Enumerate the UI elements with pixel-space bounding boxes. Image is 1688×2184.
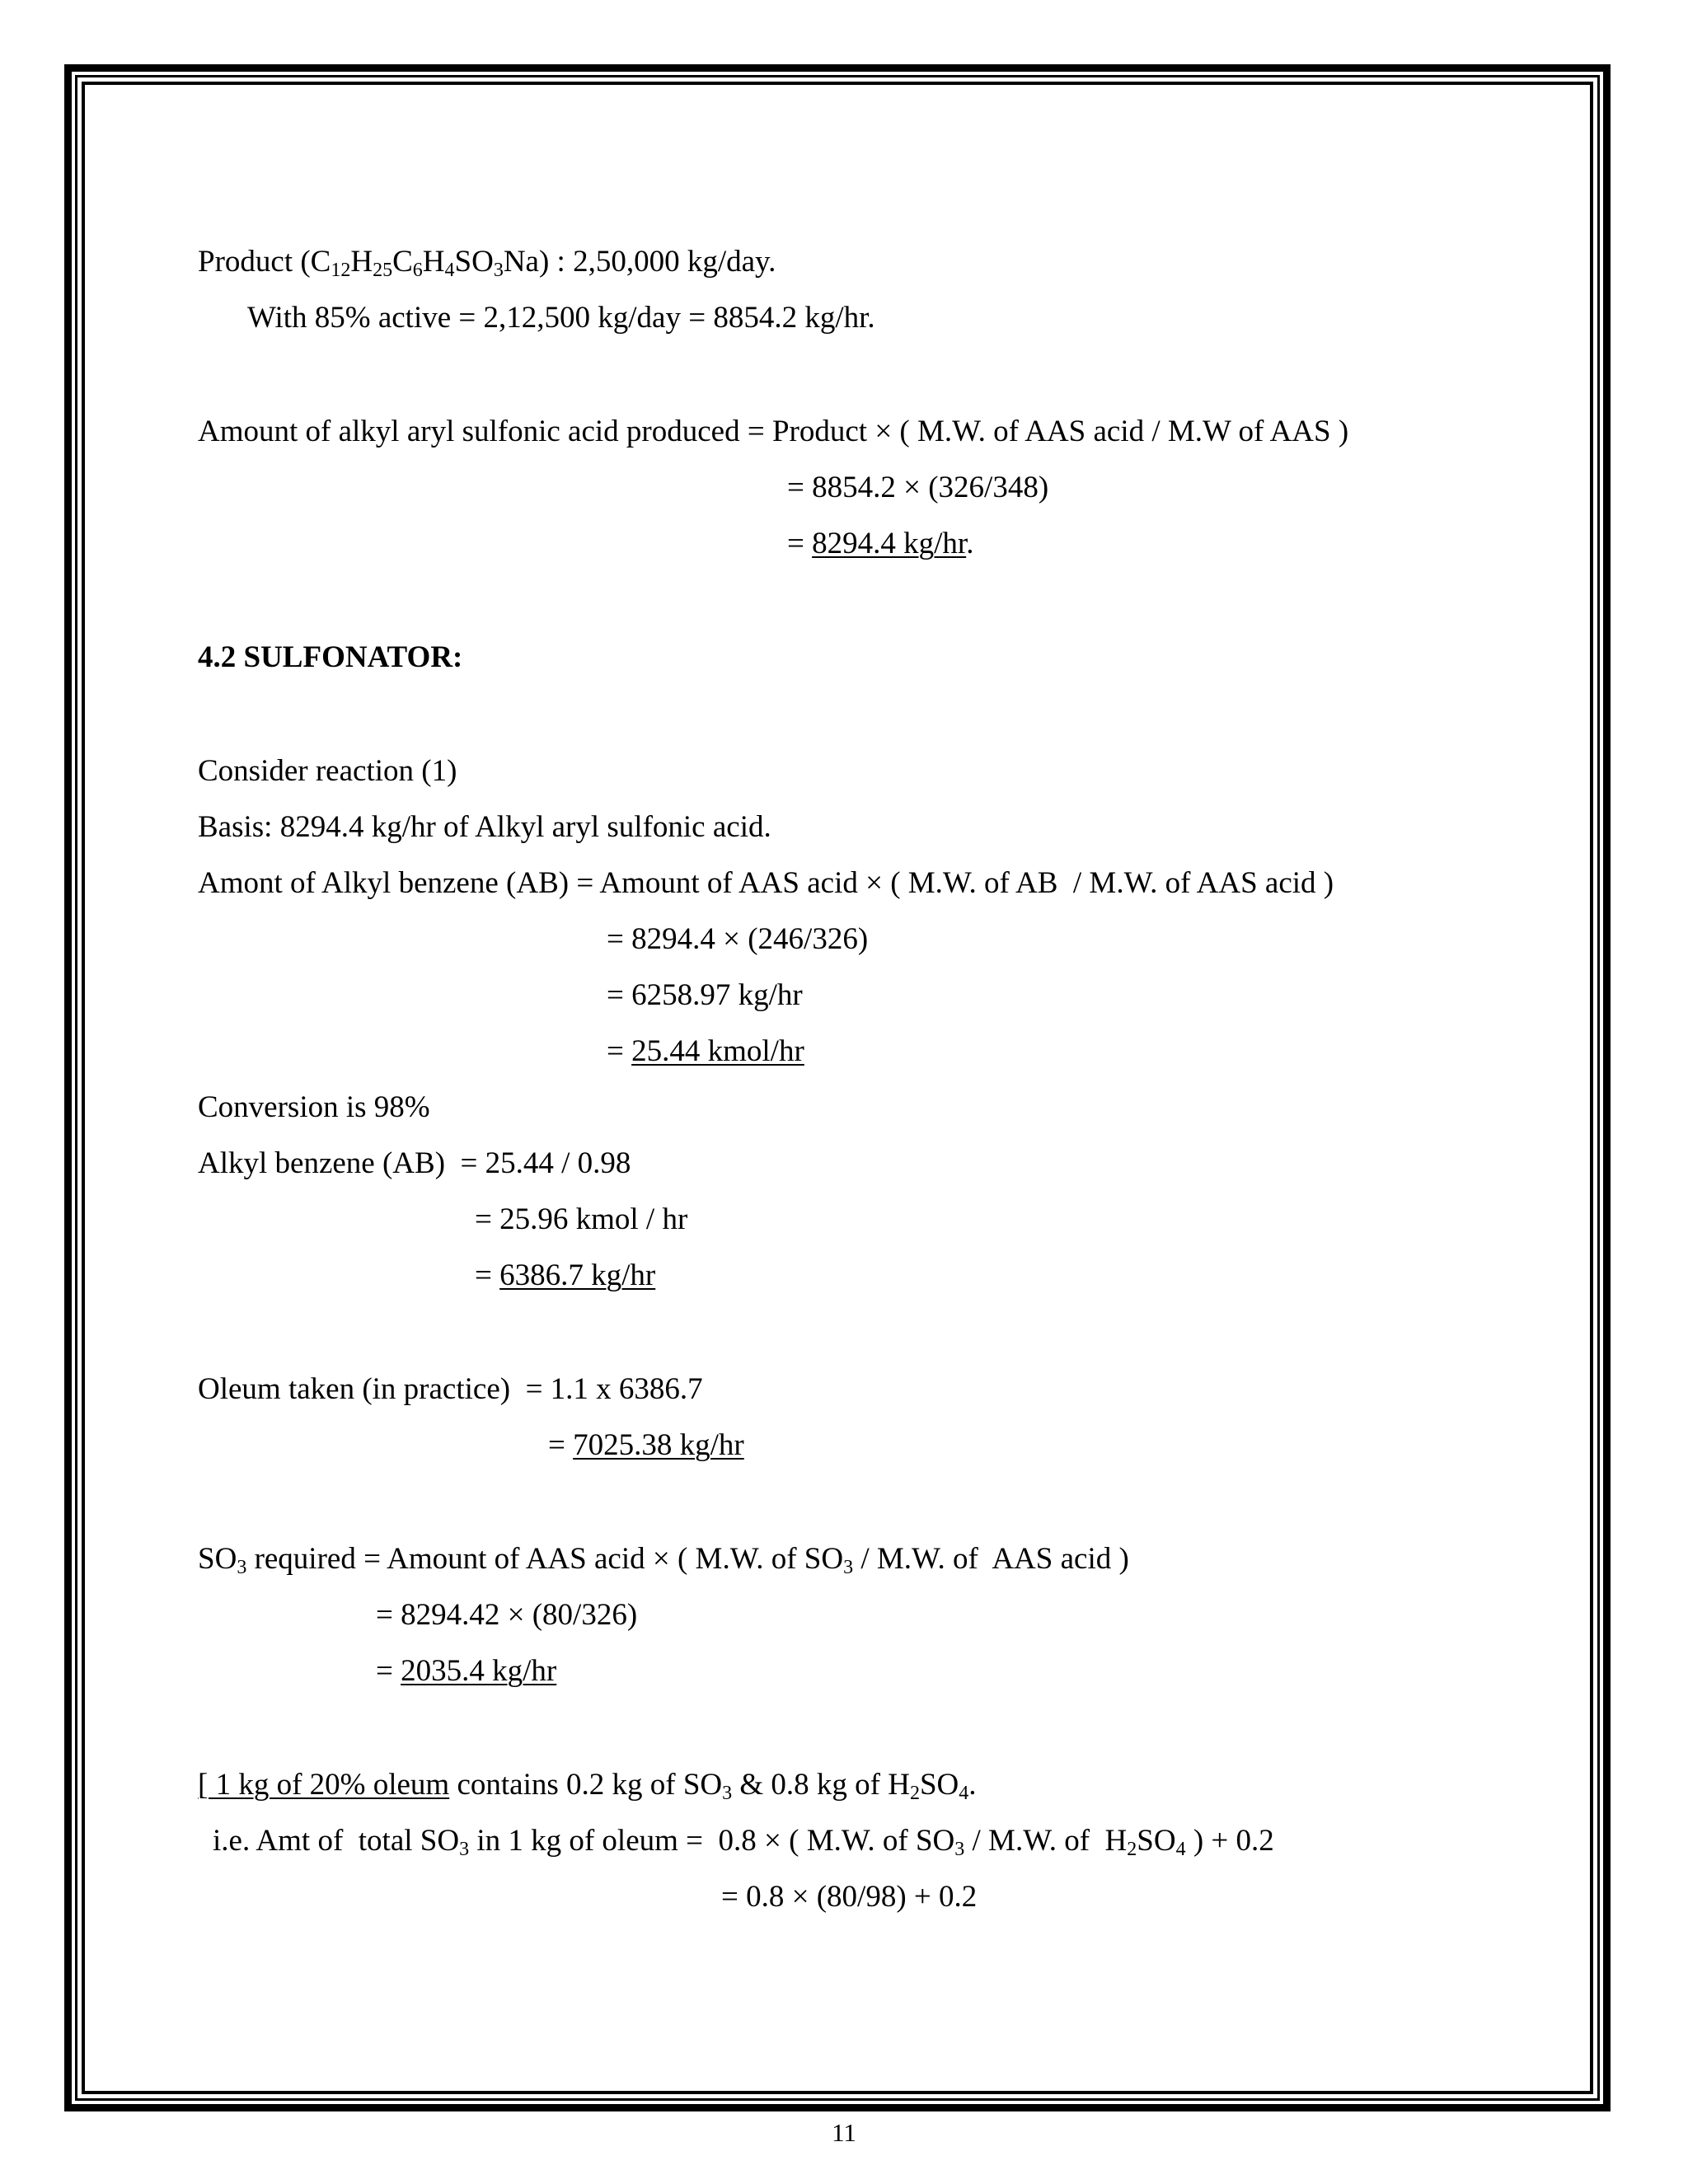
- so3-result: = 2035.4 kg/hr: [376, 1654, 557, 1688]
- alkyl-benzene-result: = 25.44 kmol/hr: [607, 1034, 804, 1068]
- oleum-result: = 7025.38 kg/hr: [548, 1428, 744, 1462]
- active-content-line: With 85% active = 2,12,500 kg/day = 8854.2 kg/hr.: [247, 301, 875, 335]
- section-heading: 4.2 SULFONATOR:: [198, 640, 463, 674]
- so3-equation: $SO_3$ required = Amount of AAS acid × ( M.W. of $SO_3 / M.W$. of AAS acid ): [198, 1542, 1129, 1578]
- page-number: 11: [832, 2118, 856, 2147]
- so3-step-1: = 8294.42 × (80/326): [376, 1598, 638, 1632]
- aas-acid-result: = 8294.4 kg/hr.: [787, 527, 974, 560]
- basis-line: Basis: 8294.4 kg/hr of Alkyl aryl sulfonic acid.: [198, 810, 771, 844]
- ab-feed-step-1: = 25.96 kmol / hr: [475, 1202, 688, 1236]
- oleum-equation: Oleum taken (in practice) = 1.1 x 6386.7: [198, 1372, 703, 1406]
- consider-reaction-line: Consider reaction (1): [198, 754, 457, 788]
- aas-acid-step-1: = 8854.2 × (326/348): [787, 471, 1049, 504]
- alkyl-benzene-step-2: = 6258.97 kg/hr: [607, 978, 803, 1012]
- product-line: Product $(C_{12}H_{25}C_6H_4SO_3Na)$ : 2,50,000 kg/day.: [198, 245, 776, 281]
- oleum-composition-line: [ 1 kg of 20% oleum contains 0.2 kg of $SO_3$ & 0.8 kg of $H_2SO_4$.: [198, 1768, 977, 1804]
- ab-feed-result: = 6386.7 kg/hr: [475, 1258, 656, 1292]
- alkyl-benzene-equation: Amont of Alkyl benzene (AB) = Amount of AAS acid × ( M.W. of AB / M.W. of AAS acid ): [198, 866, 1334, 900]
- ab-feed-equation: Alkyl benzene (AB) = 25.44 / 0.98: [198, 1146, 631, 1180]
- aas-acid-equation: Amount of alkyl aryl sulfonic acid produced = Product × ( M.W. of AAS acid / M.W of AAS ): [198, 415, 1349, 448]
- alkyl-benzene-step-1: = 8294.4 × (246/326): [607, 922, 869, 956]
- conversion-line: Conversion is 98%: [198, 1090, 430, 1124]
- total-so3-step-1: = 0.8 × (80/98) + 0.2: [721, 1880, 978, 1914]
- total-so3-equation: i.e. Amt of total $SO_3$ in 1 kg of oleum = 0.8 × ( M.W. of $SO_3 / M.W$. of $H_2SO_4$ ) + 0.2: [213, 1824, 1274, 1860]
